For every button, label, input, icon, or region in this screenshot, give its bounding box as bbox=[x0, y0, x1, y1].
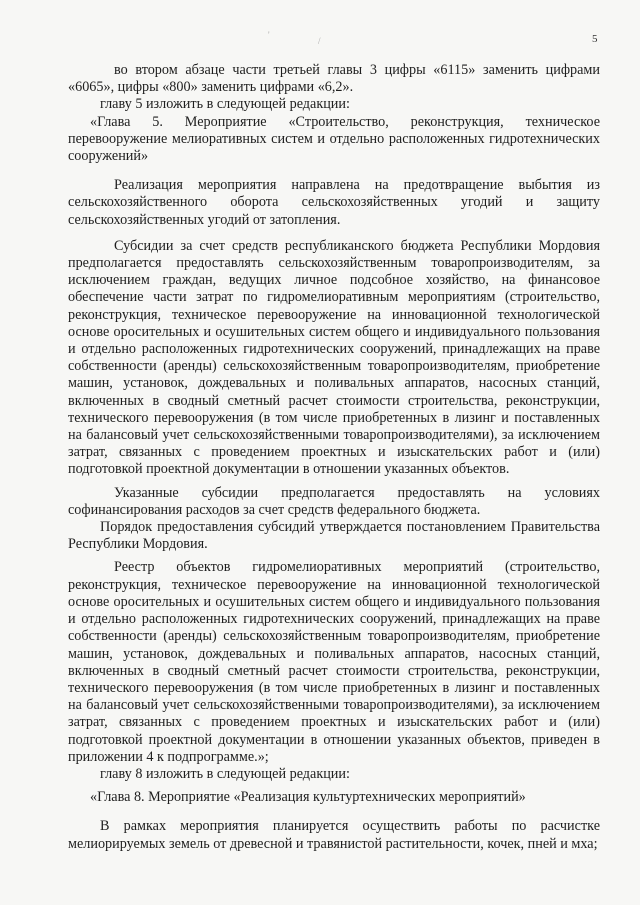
scan-mark: ' bbox=[268, 30, 270, 40]
paragraph-amendment-chapter3: во втором абзаце части третьей главы 3 цифры «6115» заменить цифрами «6065», цифры «800» заменить цифрами «6,2». bbox=[68, 62, 600, 96]
paragraph-cultural-technical: В рамках мероприятия планируется осуществить работы по расчистке мелиорируемых земель от древесной и травянистой растительности, кочек, пней и мха; bbox=[68, 818, 600, 852]
paragraph-cofinancing: Указанные субсидии предполагается предоставлять на условиях софинансирования расходов за счет средств федерального бюджета. bbox=[68, 484, 600, 518]
chapter8-heading: «Глава 8. Мероприятие «Реализация культуртехнических мероприятий» bbox=[90, 789, 526, 806]
paragraph-chapter5-intro: главу 5 изложить в следующей редакции: bbox=[100, 96, 350, 113]
document-body bbox=[68, 62, 600, 853]
paragraph-chapter8-intro: главу 8 изложить в следующей редакции: bbox=[100, 765, 350, 782]
paragraph-subsidies: Субсидии за счет средств республиканского бюджета Республики Мордовия предполагается предоставлять сельскохозяйственным товаропроизводителям, за исключением граждан, ведущих личное подсобное хозяйство, на финансовое обеспечение части затрат по гидромелиоративным мероприятиям (строительство, реконструкция, техническое перевооружение на инновационной технологической основе оросительных и осушительных систем общего и индивидуального пользования и отдельно расположенных гидротехнических сооружений, принадлежащих на праве собственности (аренды) сельскохозяйственным товаропроизводителям, приобретение машин, установок, дождевальных и поливальных аппаратов, насосных станций, включенных в сводный сметный расчет стоимости строительства, реконструкции, технического перевооружения (в том числе приобретенных в лизинг и поставленных на балансовый учет сельскохозяйственными товаропроизводителями), за исключением затрат, связанных с проведением проектных и изыскательских работ и (или) подготовкой проектной документации в отношении указанных объектов. bbox=[68, 237, 600, 478]
paragraph-purpose: Реализация мероприятия направлена на предотвращение выбытия из сельскохозяйственного оборота сельскохозяйственных угодий и защиту сельскохозяйственных угодий от затопления. bbox=[68, 177, 600, 228]
paragraph-procedure: Порядок предоставления субсидий утверждается постановлением Правительства Республики Мордовия. bbox=[68, 519, 600, 553]
page-number: 5 bbox=[592, 33, 598, 45]
scan-mark: / bbox=[318, 36, 321, 46]
chapter5-heading: «Глава 5. Мероприятие «Строительство, реконструкция, техническое перевооружение мелиоративных систем и отдельно расположенных гидротехнических сооружений» bbox=[68, 113, 600, 165]
paragraph-registry: Реестр объектов гидромелиоративных мероприятий (строительство, реконструкция, техническое перевооружение на инновационной технологической основе оросительных и осушительных систем общего и индивидуального пользования и отдельно расположенных гидротехнических сооружений, принадлежащих на праве собственности (аренды) сельскохозяйственным товаропроизводителям, приобретение машин, установок, дождевальных и поливальных аппаратов, насосных станций, включенных в сводный сметный расчет стоимости строительства, реконструкции, технического перевооружения (в том числе приобретенных в лизинг и поставленных на балансовый учет сельскохозяйственными товаропроизводителями), за исключением затрат, связанных с проведением проектных и изыскательских работ и (или) подготовкой проектной документации в отношении указанных объектов, приведен в приложении 4 к подпрограмме.»; bbox=[68, 559, 600, 765]
